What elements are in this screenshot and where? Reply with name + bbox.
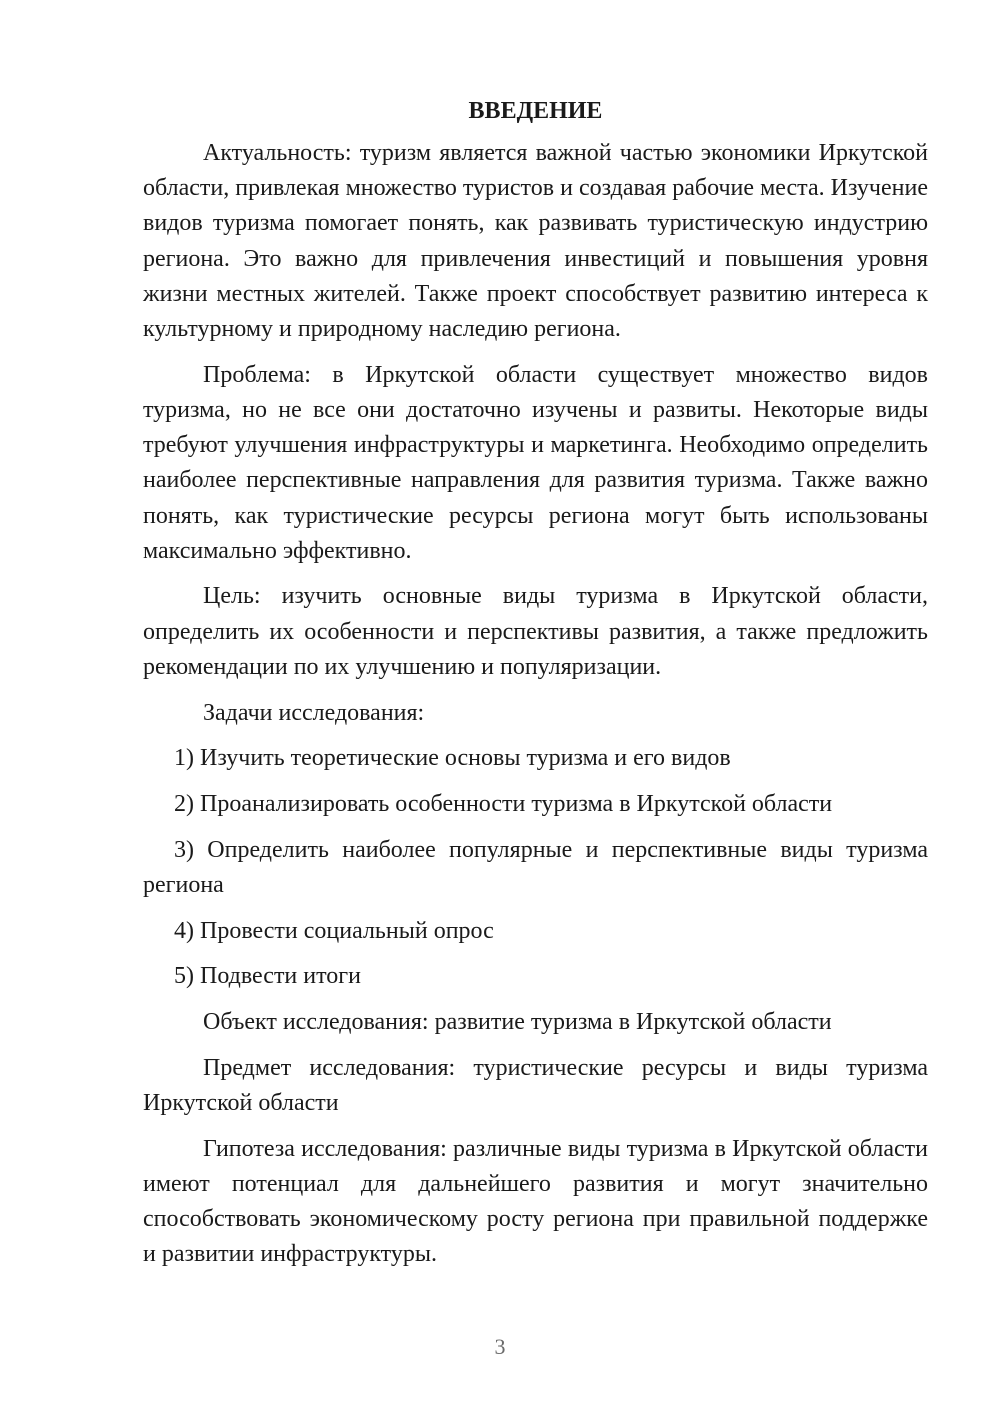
task-item-5: 5) Подвести итоги [174, 963, 361, 990]
page-number: 3 [494, 1334, 506, 1359]
task-item-1: 1) Изучить теоретические основы туризма и его видов [174, 745, 731, 772]
goal-paragraph: Цель: изучить основные виды туризма в Иркутской области, определить их особенности и перспективы развития, а также предложить рекомендации по их улучшению и популяризации. [143, 583, 928, 680]
document-page [143, 94, 928, 1283]
object-paragraph: Объект исследования: развитие туризма в Иркутской области [203, 1008, 832, 1035]
task-item-4: 4) Провести социальный опрос [174, 917, 494, 944]
relevance-paragraph: Актуальность: туризм является важной частью экономики Иркутской области, привлекая множество туристов и создавая рабочие места. Изучение видов туризма помогает понять, как развивать туристическую индустрию региона. Это важно для привлечения инвестиций и повышения уровня жизни местных жителей. Также проект способствует развитию интереса к культурному и природному наследию региона. [143, 140, 928, 343]
task-item-2: 2) Проанализировать особенности туризма в Иркутской области [174, 790, 833, 817]
subject-paragraph: Предмет исследования: туристические ресурсы и виды туризма Иркутской области [143, 1054, 928, 1116]
problem-paragraph: Проблема: в Иркутской области существует множество видов туризма, но не все они достаточно изучены и развиты. Некоторые виды требуют улучшения инфраструктуры и маркетинга. Необходимо определить наиболее перспективные направления для развития туризма. Также важно понять, как туристические ресурсы региона могут быть использованы максимально эффективно. [143, 361, 928, 564]
tasks-heading: Задачи исследования: [203, 699, 425, 726]
task-item-3: 3) Определить наиболее популярные и перспективные виды туризма региона [143, 836, 928, 898]
hypothesis-paragraph: Гипотеза исследования: различные виды туризма в Иркутской области имеют потенциал для дальнейшего развития и могут значительно способствовать экономическому росту региона при правильной поддержке и развитии инфраструктуры. [143, 1135, 928, 1268]
page-title: ВВЕДЕНИЕ [468, 98, 603, 124]
